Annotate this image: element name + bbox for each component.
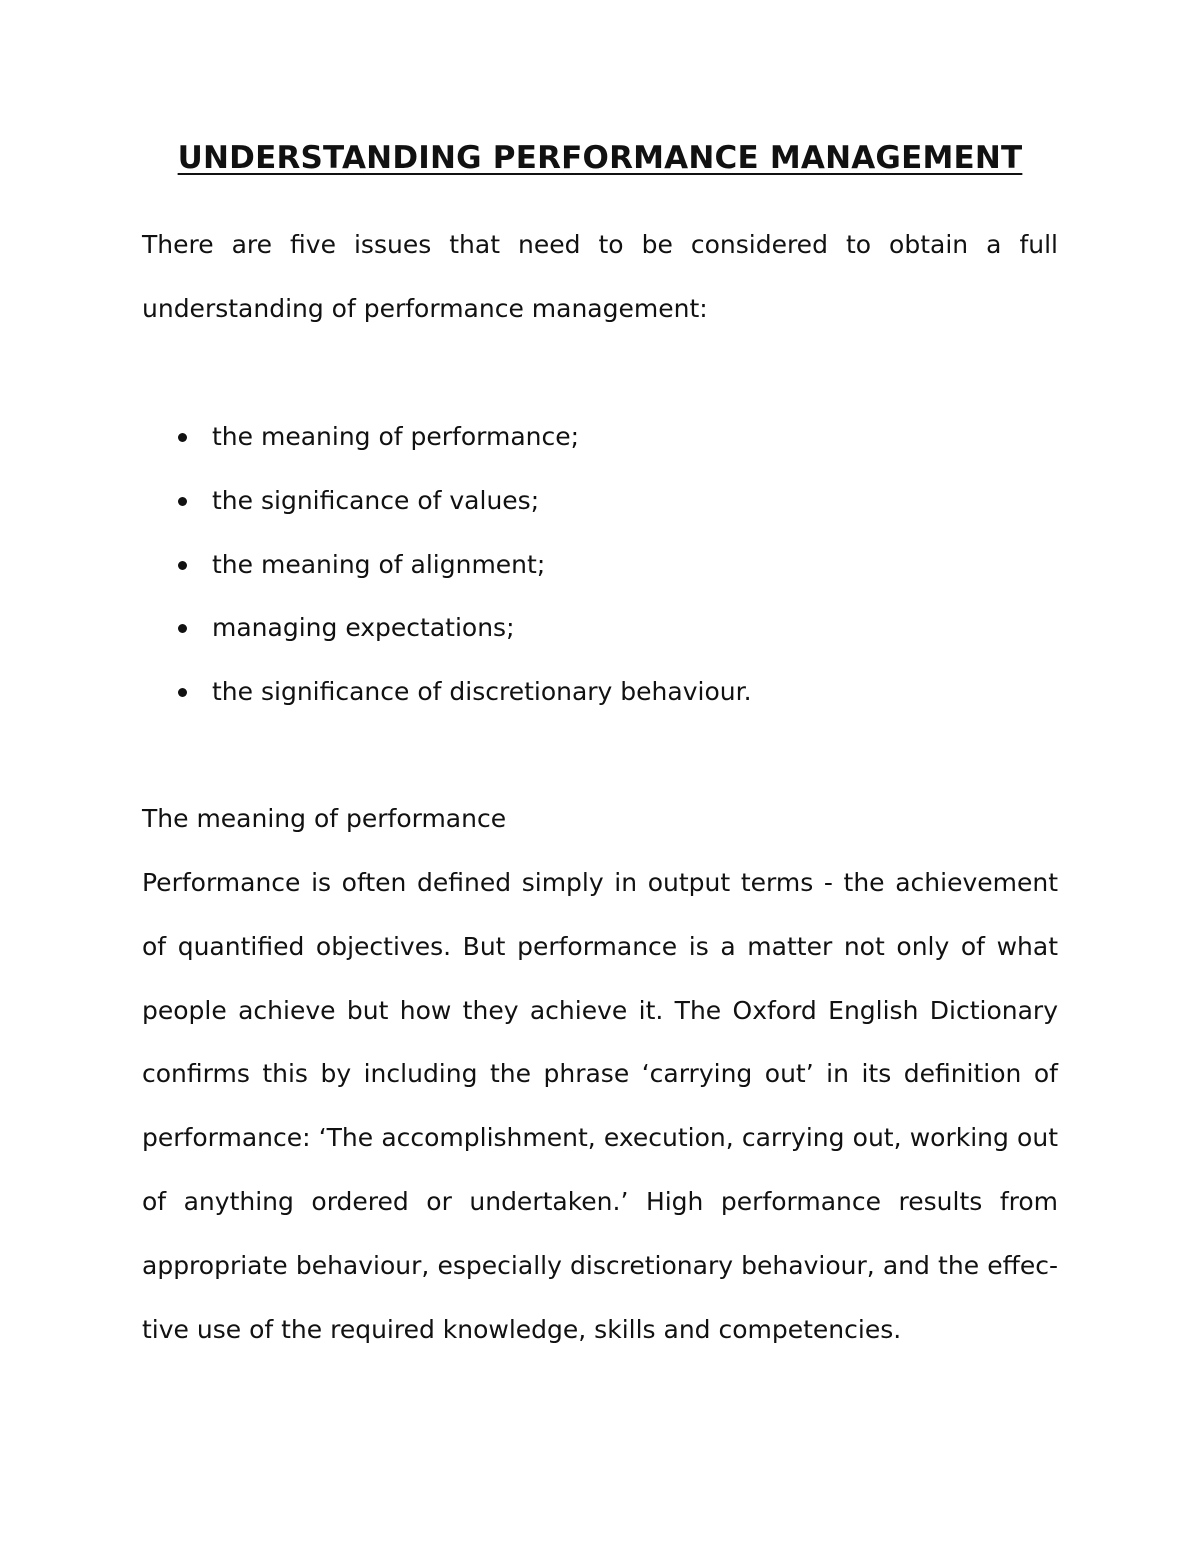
issues-list	[142, 405, 1058, 724]
bullet-icon	[178, 433, 187, 442]
document-title: UNDERSTANDING PERFORMANCE MANAGEMENT	[177, 140, 1023, 176]
list-item	[142, 596, 1058, 660]
list-item-text: the significance of discretionary behaviour.	[212, 677, 752, 707]
bullet-icon	[178, 497, 187, 506]
list-item-text: managing expectations;	[212, 613, 515, 643]
list-item-text: the significance of values;	[212, 485, 540, 515]
list-item-text: the meaning of alignment;	[212, 549, 546, 579]
intro-paragraph: There are five issues that need to be considered to obtain a full understanding of performance management:	[142, 230, 1058, 323]
list-item	[142, 469, 1058, 533]
list-item-text: the meaning of performance;	[212, 422, 580, 451]
bullet-icon	[178, 624, 187, 633]
bullet-icon	[178, 688, 187, 697]
section-body-paragraph: Performance is often defined simply in output terms - the achievement of quantified objectives. But performance is a matter not only of what people achieve but how they achieve it. The Oxford English Dictionary confirms this by including the phrase ‘carrying out’ in its definition of performance: ‘The accomplishment, execution, carrying out, working out of anything ordered or undertaken.’ High performance results from appropriate behaviour, especially discretionary behaviour, and the effec- tive use of the required knowledge, skills and competencies.	[142, 868, 1058, 1344]
section-heading: The meaning of performance	[142, 804, 507, 833]
list-item	[142, 405, 1058, 469]
list-item	[142, 533, 1058, 597]
bullet-icon	[178, 561, 187, 570]
list-item	[142, 660, 1058, 724]
